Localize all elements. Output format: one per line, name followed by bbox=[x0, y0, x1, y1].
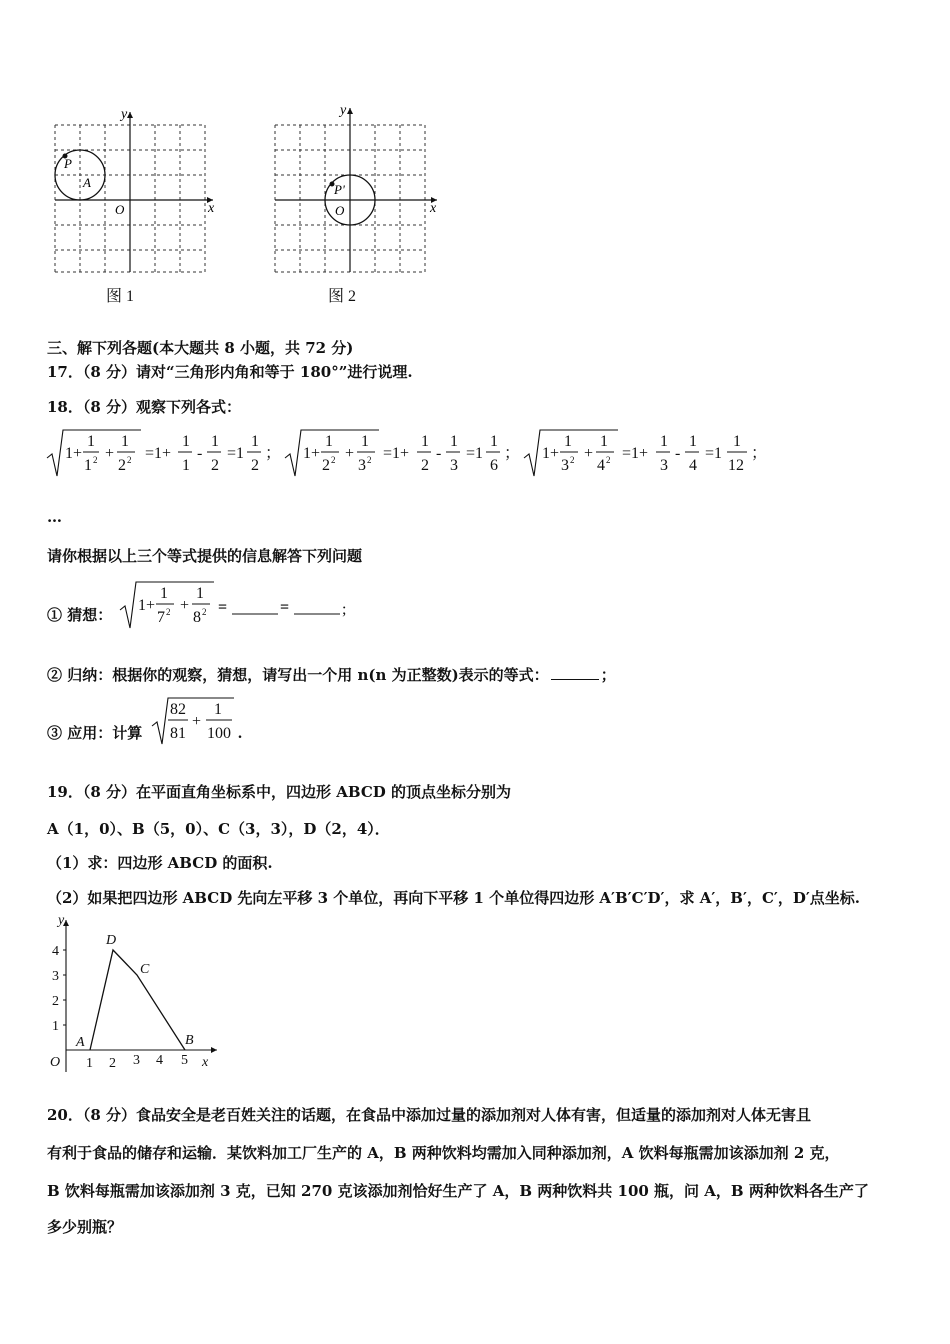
svg-text:1: 1 bbox=[121, 433, 129, 450]
svg-text:2: 2 bbox=[251, 457, 259, 474]
svg-text:2: 2 bbox=[322, 457, 330, 474]
svg-text:=1: =1 bbox=[227, 445, 245, 462]
q20-line4: 多少别瓶？ bbox=[47, 1218, 123, 1236]
eq3-result-den: 12 bbox=[728, 457, 744, 474]
figure-1-caption: 图 1 bbox=[106, 288, 135, 305]
svg-text:+: + bbox=[180, 597, 190, 614]
q18-intro: 18．（8 分）观察下列各式： bbox=[47, 398, 242, 416]
p1-n1: 7 bbox=[157, 609, 165, 626]
svg-text:1+: 1+ bbox=[138, 597, 156, 614]
svg-text:4: 4 bbox=[597, 457, 605, 474]
p3-den2: 100 bbox=[207, 725, 231, 742]
svg-text:1: 1 bbox=[490, 433, 498, 450]
figure-1 bbox=[45, 100, 225, 280]
q17-text: 17．（8 分）请对“三角形内角和等于 180°”进行说理. bbox=[47, 363, 413, 381]
svg-text:1: 1 bbox=[211, 433, 219, 450]
p3-den1: 81 bbox=[170, 725, 186, 742]
figure-2 bbox=[265, 100, 445, 280]
q19-line3: （1）求：四边形 ABCD 的面积. bbox=[47, 854, 273, 872]
svg-text:1: 1 bbox=[733, 433, 741, 450]
svg-text:1: 1 bbox=[564, 433, 572, 450]
q18-part1-label: ① 猜想： bbox=[47, 606, 113, 624]
q19-line4: （2）如果把四边形 ABCD 先向左平移 3 个单位，再向下平移 1 个单位得四边形 A′B′C′D′，求 A′，B′，C′，D′点坐标. bbox=[47, 889, 861, 907]
q18-part2: ② 归纳：根据你的观察，猜想，请写出一个用 n(n 为正整数)表示的等式： ； bbox=[47, 666, 616, 684]
svg-text:1: 1 bbox=[196, 585, 204, 602]
svg-text:1: 1 bbox=[660, 433, 668, 450]
q18-part1-expr bbox=[118, 580, 358, 632]
x-tick-3: 3 bbox=[133, 1053, 140, 1068]
y-tick-3: 3 bbox=[52, 969, 59, 984]
svg-text:1+: 1+ bbox=[542, 445, 560, 462]
svg-text:+: + bbox=[345, 445, 355, 462]
svg-text:.: . bbox=[238, 725, 242, 742]
svg-text:1: 1 bbox=[87, 433, 95, 450]
q19-graph bbox=[42, 912, 222, 1077]
svg-text:2: 2 bbox=[127, 455, 132, 465]
q20-line1: 20．（8 分）食品安全是老百姓关注的话题，在食品中添加过量的添加剂对人体有害，但适量的添加剂对人体无害且 bbox=[47, 1106, 812, 1124]
svg-text:1: 1 bbox=[600, 433, 608, 450]
fig2-origin: O bbox=[335, 203, 345, 218]
svg-text:；: ； bbox=[751, 445, 768, 462]
q18-ellipsis: … bbox=[47, 508, 62, 526]
svg-text:2: 2 bbox=[331, 455, 336, 465]
svg-text:=1+: =1+ bbox=[145, 445, 172, 462]
fig1-y-label: y bbox=[121, 107, 128, 122]
svg-text:2: 2 bbox=[93, 455, 98, 465]
point-a: A bbox=[76, 1035, 85, 1050]
svg-text:2: 2 bbox=[166, 607, 171, 617]
x-tick-2: 2 bbox=[109, 1056, 116, 1071]
svg-text:；: ； bbox=[265, 445, 282, 462]
svg-text:2: 2 bbox=[606, 455, 611, 465]
svg-text:3: 3 bbox=[450, 457, 458, 474]
fig1-a-label: A bbox=[83, 175, 91, 190]
q19-line2: A（1，0）、B（5，0）、C（3，3），D（2，4）． bbox=[47, 820, 390, 838]
svg-text:1: 1 bbox=[421, 433, 429, 450]
svg-text:=1: =1 bbox=[466, 445, 484, 462]
svg-text:;: ; bbox=[342, 601, 347, 618]
svg-text:-: - bbox=[436, 445, 442, 462]
q19-origin: O bbox=[50, 1055, 61, 1070]
svg-text:+: + bbox=[192, 713, 202, 730]
svg-text:2: 2 bbox=[367, 455, 372, 465]
point-d: D bbox=[106, 933, 117, 948]
svg-text:2: 2 bbox=[202, 607, 207, 617]
fig1-p-label: P bbox=[64, 156, 72, 171]
fig1-x-label: x bbox=[208, 201, 215, 216]
svg-text:1+: 1+ bbox=[303, 445, 321, 462]
eq2-result-den: 6 bbox=[490, 457, 498, 474]
svg-text:=: = bbox=[280, 599, 290, 616]
svg-text:2: 2 bbox=[211, 457, 219, 474]
svg-text:-: - bbox=[675, 445, 681, 462]
svg-text:1: 1 bbox=[361, 433, 369, 450]
svg-text:；: ； bbox=[504, 445, 521, 462]
fig2-y-label: y bbox=[340, 103, 347, 118]
y-tick-4: 4 bbox=[52, 944, 59, 959]
svg-text:2: 2 bbox=[570, 455, 575, 465]
svg-text:=1+: =1+ bbox=[383, 445, 410, 462]
p3-num1: 82 bbox=[170, 701, 186, 718]
svg-text:3: 3 bbox=[561, 457, 569, 474]
point-b: B bbox=[185, 1033, 194, 1048]
q19-line1: 19．（8 分）在平面直角坐标系中，四边形 ABCD 的顶点坐标分别为 bbox=[47, 783, 512, 801]
x-tick-1: 1 bbox=[86, 1056, 93, 1071]
svg-text:+: + bbox=[105, 445, 115, 462]
fig1-origin: O bbox=[115, 202, 125, 217]
y-tick-1: 1 bbox=[52, 1019, 59, 1034]
p3-num2: 1 bbox=[214, 701, 222, 718]
point-c: C bbox=[140, 962, 150, 977]
svg-text:1: 1 bbox=[84, 457, 92, 474]
svg-text:1: 1 bbox=[182, 433, 190, 450]
svg-text:1: 1 bbox=[182, 457, 190, 474]
q18-prompt: 请你根据以上三个等式提供的信息解答下列问题 bbox=[47, 547, 363, 565]
q18-equations bbox=[45, 426, 775, 482]
svg-text:1+: 1+ bbox=[65, 445, 83, 462]
q20-line2: 有利于食品的储存和运输．某饮料加工厂生产的 A，B 两种饮料均需加入同种添加剂，A 饮料每瓶需加该添加剂 2 克， bbox=[47, 1144, 840, 1162]
svg-text:1: 1 bbox=[251, 433, 259, 450]
q19-y-label: y bbox=[58, 913, 65, 928]
q20-line3: B 饮料每瓶需加该添加剂 3 克，已知 270 克该添加剂恰好生产了 A，B 两种饮料共 100 瓶，问 A，B 两种饮料各生产了 bbox=[47, 1182, 869, 1200]
x-tick-4: 4 bbox=[156, 1053, 163, 1068]
svg-text:1: 1 bbox=[160, 585, 168, 602]
svg-text:-: - bbox=[197, 445, 203, 462]
q19-x-label: x bbox=[202, 1055, 209, 1070]
svg-text:=1: =1 bbox=[705, 445, 723, 462]
svg-text:1: 1 bbox=[689, 433, 697, 450]
svg-text:1: 1 bbox=[325, 433, 333, 450]
svg-text:2: 2 bbox=[421, 457, 429, 474]
x-tick-5: 5 bbox=[181, 1053, 188, 1068]
fig2-p-label: P' bbox=[334, 182, 345, 197]
svg-text:1: 1 bbox=[450, 433, 458, 450]
p1-n2: 8 bbox=[193, 609, 201, 626]
q18-part2-text: ② 归纳：根据你的观察，猜想，请写出一个用 n(n 为正整数)表示的等式： bbox=[47, 666, 549, 684]
section-3-title: 三、解下列各题(本大题共 8 小题，共 72 分) bbox=[47, 339, 354, 357]
svg-text:4: 4 bbox=[689, 457, 697, 474]
y-tick-2: 2 bbox=[52, 994, 59, 1009]
svg-text:=: = bbox=[218, 599, 228, 616]
svg-text:+: + bbox=[584, 445, 594, 462]
figure-2-caption: 图 2 bbox=[328, 288, 357, 305]
svg-text:3: 3 bbox=[660, 457, 668, 474]
answer-blank[interactable] bbox=[551, 665, 599, 680]
q18-part3-label: ③ 应用：计算 bbox=[47, 724, 143, 742]
svg-text:=1+: =1+ bbox=[622, 445, 649, 462]
fig2-x-label: x bbox=[430, 201, 437, 216]
q18-part3-expr bbox=[150, 696, 260, 748]
svg-text:3: 3 bbox=[358, 457, 366, 474]
eq1-n2: 2 bbox=[118, 457, 126, 474]
